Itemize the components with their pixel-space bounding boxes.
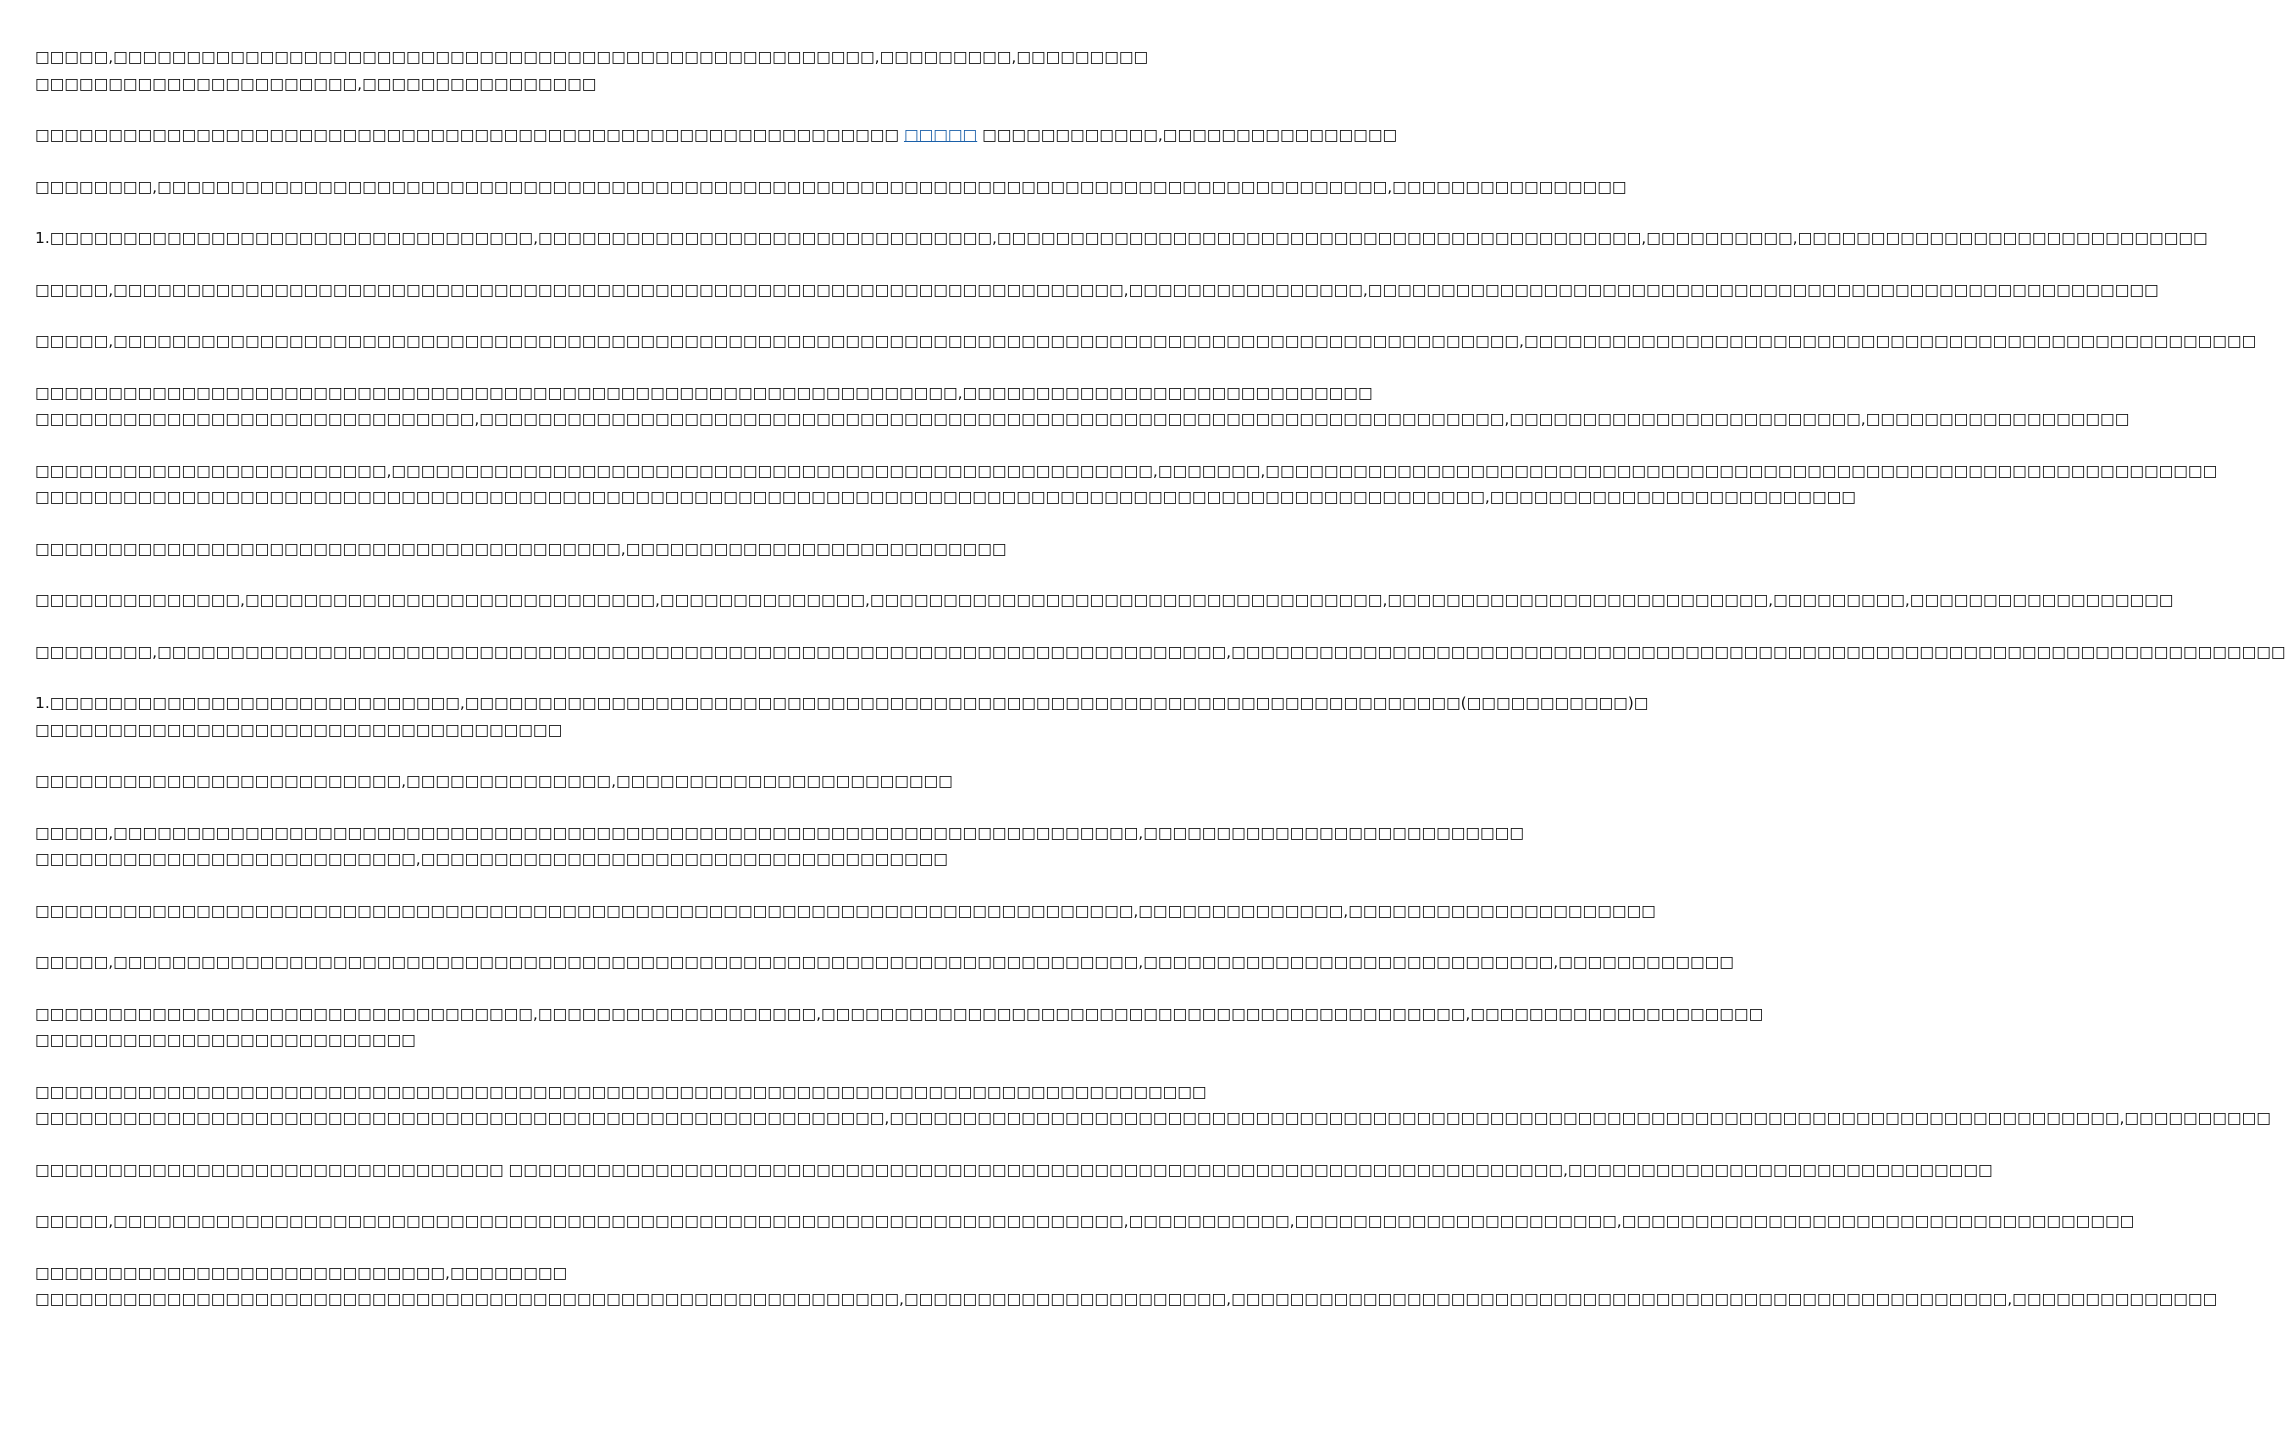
paragraph-7: □□□□□□□□□□□□□□□□□□□□□□□□□□□□□□□□□□□□□□□□□□□□□□□□□□□□□□□□□□□□□□□,□□□□□□□□□□□□□□□□□□□□□□□□□□□□ □□□□□□□□□□□□□□□□□□□□□□□□□□□□□□,□□□□□□□□□□□□□□□□□□□□□□□□□□□□□□□□□□□□□□□□□□□□□□□□□□□□□□□□□□□□□□□□□□□□□□,□□□□□□□□□□□□□□□□□□□□□□□□,□□□□□□□□□□□□□□□□□□ [35, 383, 2130, 428]
paragraph-19: □□□□□□□□□□□□□□□□□□□□□□□□□□□□□□□□ □□□□□□□□□□□□□□□□□□□□□□□□□□□□□□□□□□□□□□□□□□□□□□□□□□□□□□□□□□□□□□□□□□□□□□□□,□□□□□□□□□□□□□□□□□□□□□□□□□□□□□ [35, 1160, 1993, 1179]
paragraph-3: □□□□□□□□,□□□□□□□□□□□□□□□□□□□□□□□□□□□□□□□□□□□□□□□□□□□□□□□□□□□□□□□□□□□□□□□□□□□□□□□□□□□□□□□□□□□□,□□□□□□□□□□□□□□□□ [35, 177, 1627, 196]
paragraph-13: □□□□□□□□□□□□□□□□□□□□□□□□□,□□□□□□□□□□□□□□,□□□□□□□□□□□□□□□□□□□□□□□ [35, 772, 953, 790]
article-body [35, 44, 2286, 1338]
paragraph-12: 1.□□□□□□□□□□□□□□□□□□□□□□□□□□□□,□□□□□□□□□□□□□□□□□□□□□□□□□□□□□□□□□□□□□□□□□□□□□□□□□□□□□□□□□□□□□□□□□□□□(□□□□□□□□□□□)□ □□□□□□□□□□□□□□□□□□□□□□□□□□□□□□□□□□□□ [35, 694, 1649, 739]
paragraph-4: 1.□□□□□□□□□□□□□□□□□□□□□□□□□□□□□□□□□,□□□□□□□□□□□□□□□□□□□□□□□□□□□□□□□,□□□□□□□□□□□□□□□□□□□□□□□□□□□□□□□□□□□□□□□□□□□□,□□□□□□□□□□,□□□□□□□□□□□□□□□□□□□□□□□□□□□□ [35, 229, 2208, 247]
inline-link[interactable]: □□□□□ [903, 126, 978, 144]
paragraph-2-text-after: □□□□□□□□□□□□,□□□□□□□□□□□□□□□□ [977, 126, 1398, 144]
paragraph-9: □□□□□□□□□□□□□□□□□□□□□□□□□□□□□□□□□□□□□□□□,□□□□□□□□□□□□□□□□□□□□□□□□□□ [35, 539, 1007, 558]
paragraph-5: □□□□□,□□□□□□□□□□□□□□□□□□□□□□□□□□□□□□□□□□□□□□□□□□□□□□□□□□□□□□□□□□□□□□□□□□□□□,□□□□□□□□□□□□□□□□,□□□□□□□□□□□□□□□□□□□□□□□□□□□□□□□□□□□□□□□□□□□□□□□□□□□□□□ [35, 280, 2159, 299]
paragraph-17: □□□□□□□□□□□□□□□□□□□□□□□□□□□□□□□□□□,□□□□□□□□□□□□□□□□□□□,□□□□□□□□□□□□□□□□□□□□□□□□□□□□□□□□□□□□□□□□□□□□,□□□□□□□□□□□□□□□□□□□□ □□□□□□□□□□□□□□□□□□□□□□□□□□ [35, 1004, 1764, 1049]
paragraph-20: □□□□□,□□□□□□□□□□□□□□□□□□□□□□□□□□□□□□□□□□□□□□□□□□□□□□□□□□□□□□□□□□□□□□□□□□□□□,□□□□□□□□□□□,□□□□□□□□□□□□□□□□□□□□□□,□□□□□□□□□□□□□□□□□□□□□□□□□□□□□□□□□□□ [35, 1212, 2135, 1230]
paragraph-18: □□□□□□□□□□□□□□□□□□□□□□□□□□□□□□□□□□□□□□□□□□□□□□□□□□□□□□□□□□□□□□□□□□□□□□□□□□□□□□□□ □□□□□□□□□□□□□□□□□□□□□□□□□□□□□□□□□□□□□□□□□□□□□□□□□□□□□□□□□□,□□□□□□□□□□□□□□□□□□□□□□□□□□□□□□□□□□□□□□□□□□□□□□□□□□□□□□□□□□□□□□□□□□□□□□□□□□□□□□□□□□□□,□□□□□□□□□□ [35, 1082, 2271, 1127]
paragraph-21: □□□□□□□□□□□□□□□□□□□□□□□□□□□□,□□□□□□□□ □□□□□□□□□□□□□□□□□□□□□□□□□□□□□□□□□□□□□□□□□□□□□□□□□□□□□□□□□□□,□□□□□□□□□□□□□□□□□□□□□□,□□□□□□□□□□□□□□□□□□□□□□□□□□□□□□□□□□□□□□□□□□□□□□□□□□□□□,□□□□□□□□□□□□□□ [35, 1263, 2218, 1308]
paragraph-16: □□□□□,□□□□□□□□□□□□□□□□□□□□□□□□□□□□□□□□□□□□□□□□□□□□□□□□□□□□□□□□□□□□□□□□□□□□□□,□□□□□□□□□□□□□□□□□□□□□□□□□□□□,□□□□□□□□□□□□ [35, 953, 1734, 971]
paragraph-11: □□□□□□□□,□□□□□□□□□□□□□□□□□□□□□□□□□□□□□□□□□□□□□□□□□□□□□□□□□□□□□□□□□□□□□□□□□□□□□□□□□,□□□□□□□□□□□□□□□□□□□□□□□□□□□□□□□□□□□□□□□□□□□□□□□□□□□□□□□□□□□□□□□□□□□□□□□□ [35, 642, 2286, 661]
paragraph-15: □□□□□□□□□□□□□□□□□□□□□□□□□□□□□□□□□□□□□□□□□□□□□□□□□□□□□□□□□□□□□□□□□□□□□□□□□□□,□□□□□□□□□□□□□□,□□□□□□□□□□□□□□□□□□□□□ [35, 901, 1656, 920]
paragraph-10: □□□□□□□□□□□□□□,□□□□□□□□□□□□□□□□□□□□□□□□□□□□,□□□□□□□□□□□□□□,□□□□□□□□□□□□□□□□□□□□□□□□□□□□□□□□□□□,□□□□□□□□□□□□□□□□□□□□□□□□□□,□□□□□□□□□,□□□□□□□□□□□□□□□□□□ [35, 591, 2174, 609]
paragraph-8: □□□□□□□□□□□□□□□□□□□□□□□□,□□□□□□□□□□□□□□□□□□□□□□□□□□□□□□□□□□□□□□□□□□□□□□□□□□□□,□□□□□□□,□□□□□□□□□□□□□□□□□□□□□□□□□□□□□□□□□□□□□□□□□□□□□□□□□□□□□□□□□□□□□□□□□ □□□□□□□□□□□□□□□□□□□□□□□□□□□□□□□□□□□□□□□□□□□□□□□□□□□□□□□□□□□□□□□□□□□□□□□□□□□□□□□□□□□□□□□□□□□□□□□□□□□,□□□□□□□□□□□□□□□□□□□□□□□□□ [35, 461, 2218, 506]
paragraph-2-text-before: □□□□□□□□□□□□□□□□□□□□□□□□□□□□□□□□□□□□□□□□□□□□□□□□□□□□□□□□□□□ [35, 126, 904, 144]
paragraph-2 [35, 122, 1398, 149]
paragraph-14: □□□□□,□□□□□□□□□□□□□□□□□□□□□□□□□□□□□□□□□□□□□□□□□□□□□□□□□□□□□□□□□□□□□□□□□□□□□□,□□□□□□□□□□□□□□□□□□□□□□□□□□ □□□□□□□□□□□□□□□□□□□□□□□□□□,□□□□□□□□□□□□□□□□□□□□□□□□□□□□□□□□□□□□ [35, 823, 1524, 868]
paragraph-1: □□□□□,□□□□□□□□□□□□□□□□□□□□□□□□□□□□□□□□□□□□□□□□□□□□□□□□□□□□,□□□□□□□□□,□□□□□□□□□ □□□□□□□□□□□□□□□□□□□□□□,□□□□□□□□□□□□□□□□ [35, 48, 1149, 93]
paragraph-6: □□□□□,□□□□□□□□□□□□□□□□□□□□□□□□□□□□□□□□□□□□□□□□□□□□□□□□□□□□□□□□□□□□□□□□□□□□□□□□□□□□□□□□□□□□□□□□□□□□□□□□,□□□□□□□□□□□□□□□□□□□□□□□□□□□□□□□□□□□□□□□□□□□□□□□□□□ [35, 332, 2257, 350]
